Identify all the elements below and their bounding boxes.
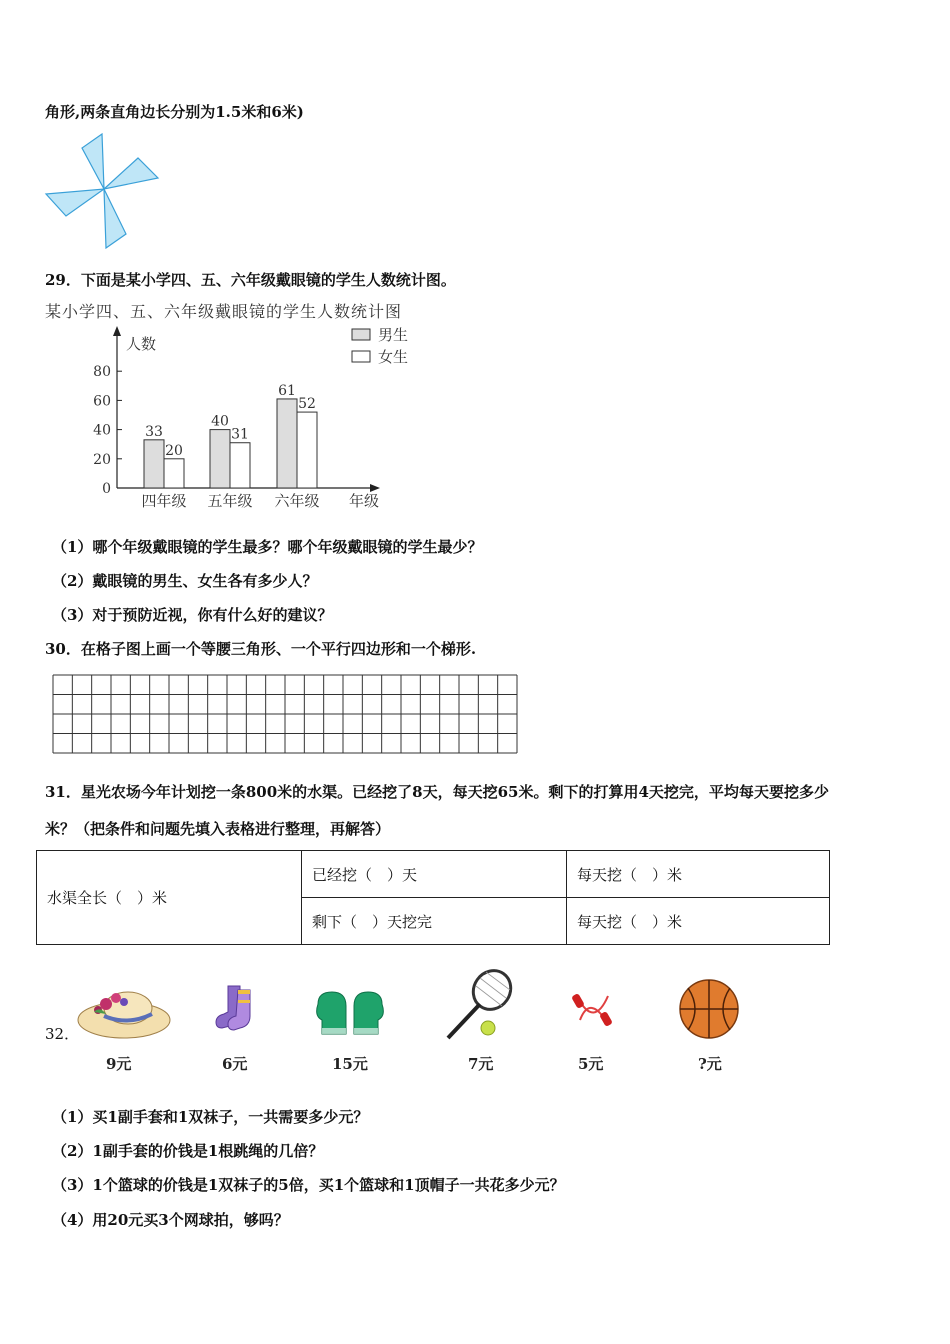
price-jump-rope: 5元 [578, 1055, 604, 1073]
pinwheel-blade-right [104, 158, 158, 189]
legend-swatch [352, 329, 370, 340]
bar-boys [277, 399, 297, 488]
price-basketball: ?元 [698, 1055, 722, 1073]
x-tick-label: 四年级 [141, 492, 187, 510]
legend-swatch [352, 351, 370, 362]
bar-girls [230, 443, 250, 488]
x-axis-label: 年级 [348, 492, 380, 510]
q32-sub3: （3）1个篮球的价钱是1双袜子的5倍，买1个篮球和1顶帽子一共花多少元？ [52, 1176, 565, 1194]
tennis-racket-icon [440, 968, 516, 1042]
pinwheel-blade-bottom [104, 189, 126, 248]
price-socks: 6元 [222, 1055, 248, 1073]
jump-rope-icon [570, 990, 616, 1030]
bar-value-label: 52 [298, 396, 316, 413]
hat-icon [76, 982, 172, 1046]
bar-chart [60, 320, 420, 515]
bar-value-label: 31 [231, 426, 249, 443]
bar-value-label: 40 [211, 413, 229, 430]
bar-girls [164, 459, 184, 488]
y-tick-label: 0 [102, 481, 111, 497]
y-tick-label: 40 [93, 422, 111, 439]
bar-value-label: 61 [278, 382, 296, 399]
q29-sub1: （1）哪个年级戴眼镜的学生最多？哪个年级戴眼镜的学生最少？ [52, 538, 483, 556]
pinwheel-figure [40, 130, 170, 255]
legend-label: 男生 [378, 326, 409, 344]
pinwheel-blade-top [82, 134, 104, 189]
cell-remaining-days[interactable]: 剩下（ ）天挖完 [302, 898, 567, 945]
q30-text: 30．在格子图上画一个等腰三角形、一个平行四边形和一个梯形. [45, 640, 477, 658]
y-axis-arrow [113, 326, 121, 336]
legend-label: 女生 [378, 348, 409, 366]
chart-title: 某小学四、五、六年级戴眼镜的学生人数统计图 [45, 302, 403, 321]
drawing-grid[interactable] [52, 674, 518, 754]
bar-boys [144, 440, 164, 488]
x-tick-label: 五年级 [207, 492, 253, 510]
q28-text: 角形,两条直角边长分别为1.5米和6米) [45, 103, 304, 121]
bar-value-label: 20 [165, 442, 183, 459]
price-gloves: 15元 [332, 1055, 368, 1073]
q31-line1: 31．星光农场今年计划挖一条800米的水渠。已经挖了8天，每天挖65米。剩下的打算用4天挖完，平均每天要挖多少 [45, 783, 829, 801]
y-tick-label: 60 [93, 393, 111, 410]
q29-sub3: （3）对于预防近视，你有什么好的建议？ [52, 606, 333, 624]
q32-sub1: （1）买1副手套和1双袜子，一共需要多少元？ [52, 1108, 369, 1126]
cell-total-length[interactable]: 水渠全长（ ）米 [37, 851, 302, 945]
cell-per-day-dug[interactable]: 每天挖（ ）米 [567, 851, 830, 898]
gloves-icon [314, 990, 386, 1040]
price-racket: 7元 [468, 1055, 494, 1073]
price-hat: 9元 [106, 1055, 132, 1073]
bar-value-label: 33 [145, 423, 163, 440]
pinwheel-blade-left [46, 189, 104, 216]
cell-per-day-remaining[interactable]: 每天挖（ ）米 [567, 898, 830, 945]
bar-boys [210, 430, 230, 488]
x-axis-arrow [370, 484, 380, 492]
socks-icon [214, 982, 260, 1038]
y-axis-label: 人数 [126, 335, 157, 353]
y-tick-label: 20 [93, 451, 111, 468]
q29-sub2: （2）戴眼镜的男生、女生各有多少人？ [52, 572, 318, 590]
y-tick-label: 80 [93, 364, 111, 381]
basketball-icon [678, 978, 740, 1040]
q31-line2: 米？（把条件和问题先填入表格进行整理，再解答） [45, 820, 391, 838]
q32-number: 32． [45, 1025, 80, 1043]
cell-dug-days[interactable]: 已经挖（ ）天 [302, 851, 567, 898]
q32-sub2: （2）1副手套的价钱是1根跳绳的几倍？ [52, 1142, 324, 1160]
organize-table [36, 850, 830, 945]
bar-girls [297, 412, 317, 488]
x-tick-label: 六年级 [274, 492, 320, 510]
q29-text: 29．下面是某小学四、五、六年级戴眼镜的学生人数统计图。 [45, 271, 456, 289]
q32-sub4: （4）用20元买3个网球拍，够吗？ [52, 1211, 289, 1229]
